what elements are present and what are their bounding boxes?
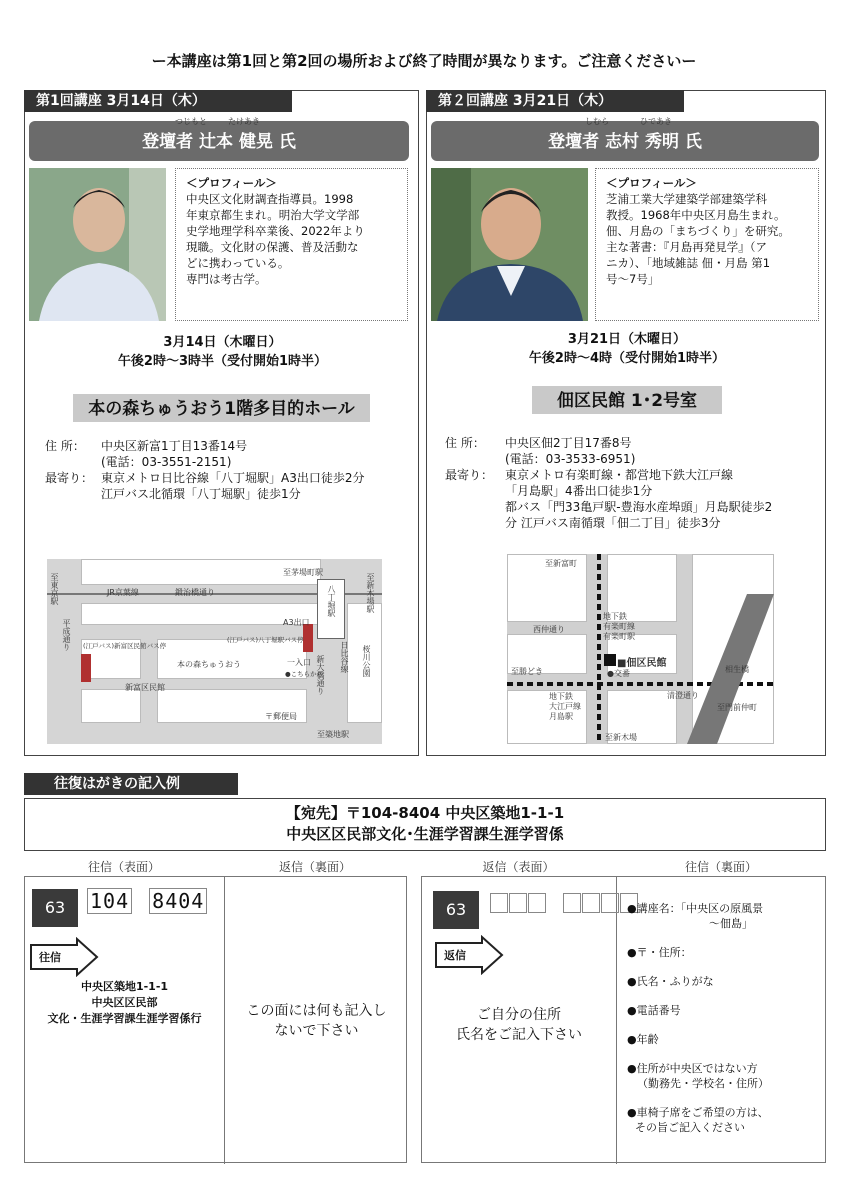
reply-arrow xyxy=(434,935,504,979)
postcard-outgoing xyxy=(24,876,407,1163)
lecture1-profile-title: ＜プロフィール＞ xyxy=(186,176,277,190)
lecture1-panel xyxy=(24,90,419,756)
lecture2-profile-line: ニカ）、「地域雑誌 佃・月島 第1 xyxy=(606,256,771,270)
checklist-item-line: ●住所が中央区ではない方 xyxy=(627,1062,758,1075)
label-reply-front: 返信（表面） xyxy=(482,860,555,874)
lecture1-map xyxy=(47,559,382,744)
lecture1-profile xyxy=(175,168,408,321)
checklist-item: ●〒・住所： xyxy=(627,946,692,959)
lecture2-map-venue-marker xyxy=(604,654,616,666)
reply-back-note-line: ないで下さい xyxy=(274,1023,359,1039)
map-label: 至門前仲町 xyxy=(717,703,757,712)
postcard-reply xyxy=(421,876,826,1163)
checklist-item-line: ●講座名：「中央区の原風景 xyxy=(627,902,764,915)
reply-arrow-label: 返信 xyxy=(444,949,466,962)
map-label: 一入口 xyxy=(287,658,311,667)
lecture1-ruby-family: つじもと xyxy=(175,117,207,126)
map-label: (江戸バス)八丁堀駅バス停 xyxy=(227,636,304,644)
lecture1-phone: (電話：03-3551-2151) xyxy=(101,455,232,469)
outgoing-address-line: 文化・生涯学習課生涯学習係行 xyxy=(47,1012,202,1025)
checklist-item xyxy=(627,901,823,931)
lecture2-access-label: 最寄り： xyxy=(445,468,494,482)
map-label: 鍛治橋通り xyxy=(175,588,215,597)
checklist-item: ●年齢 xyxy=(627,1033,659,1046)
lecture1-address-block xyxy=(45,438,415,502)
lecture2-phone: (電話：03-3533-6951) xyxy=(505,452,636,466)
lecture1-tag: 第1回講座 3月14日（木） xyxy=(24,90,292,112)
map-label: 至新木場駅 xyxy=(366,573,375,613)
map-label-line: 地下鉄 大江戸線 月島駅 xyxy=(549,692,581,721)
map-label: 平成通り xyxy=(62,619,71,651)
lecture2-ruby-family: しむら xyxy=(585,117,609,126)
lecture2-address-label: 住 所： xyxy=(445,436,485,450)
lecture2-profile-line: 佃、月島の「まちづくり」を研究。 xyxy=(606,224,790,238)
map-label: ●交番 xyxy=(607,669,630,678)
lecture2-tag: 第２回講座 3月21日（木） xyxy=(426,90,684,112)
lecture2-profile-line: 号～7号」 xyxy=(606,272,660,286)
map-label: 新富区民館 xyxy=(125,683,165,692)
lecture2-profile xyxy=(595,168,819,321)
map-label: 清澄通り xyxy=(667,691,699,700)
lecture1-access-line: 江戸バス北循環「八丁堀駅」徒歩1分 xyxy=(101,487,301,501)
map-label: 至茅場町駅 xyxy=(283,568,323,577)
checklist-item-line: その旨ご記入ください xyxy=(635,1121,745,1134)
outgoing-address-line: 中央区築地1-1-1 xyxy=(80,980,169,993)
example-tag: 往復はがきの記入例 xyxy=(24,773,238,795)
destination-line: 【宛先】〒104-8404 中央区築地1-1-1 xyxy=(285,804,565,822)
checklist-item-line: ●車椅子席をご希望の方は、 xyxy=(627,1106,769,1119)
lecture1-speaker-photo xyxy=(29,168,166,321)
checklist-item: ●電話番号 xyxy=(627,1004,681,1017)
reply-back-note xyxy=(225,1001,408,1041)
lecture2-access-line: 「月島駅」4番出口徒歩1分 xyxy=(505,484,653,498)
label-out-front: 往信（表面） xyxy=(87,860,160,874)
lecture2-access-line: 都バス「門33亀戸駅-豊海水産埠頭」月島駅徒歩2 xyxy=(505,500,773,514)
outgoing-arrow xyxy=(29,937,99,981)
map-label: 西仲通り xyxy=(533,625,565,634)
lecture1-speaker xyxy=(29,121,409,161)
lecture1-profile-line: 中央区文化財調査指導員。1998 xyxy=(186,192,354,206)
lecture1-map-bus-marker xyxy=(303,624,313,652)
lecture1-profile-line: どに携わっている。 xyxy=(186,256,290,270)
outgoing-arrow-label: 往信 xyxy=(39,951,61,964)
lecture1-address: 中央区新富1丁目13番14号 xyxy=(101,439,248,453)
lecture1-address-label: 住 所： xyxy=(45,439,85,453)
lecture2-speaker xyxy=(431,121,819,161)
map-label: 至築地駅 xyxy=(317,730,349,739)
lecture1-access-line: 東京メトロ日比谷線「八丁堀駅」A3出口徒歩2分 xyxy=(101,471,365,485)
lecture2-profile-title: ＜プロフィール＞ xyxy=(606,176,697,190)
checklist-item-line: ～佃島」 xyxy=(709,917,753,930)
lecture1-ruby-given: たけあき xyxy=(228,117,260,126)
destination-box xyxy=(24,798,826,851)
map-label: 〒郵便局 xyxy=(265,712,297,721)
reply-back-note-line: この面には何も記入し xyxy=(246,1003,387,1019)
lecture1-profile-line: 年東京都生まれ。明治大学文学部 xyxy=(186,208,360,222)
map-label: A3出口 xyxy=(283,618,310,627)
map-label: 至新木場 xyxy=(605,733,637,742)
lecture2-access-line: 分 江戸バス南循環「佃二丁目」徒歩3分 xyxy=(505,516,721,530)
lecture2-speaker-photo xyxy=(431,168,588,321)
lecture2-address-block xyxy=(445,435,823,531)
lecture1-time: 午後2時～3時半（受付開始1時半） xyxy=(117,354,328,369)
lecture2-address: 中央区佃2丁目17番8号 xyxy=(505,436,632,450)
map-label: JR京葉線 xyxy=(107,588,139,597)
lecture2-profile-line: 教授。1968年中央区月島生まれ。 xyxy=(606,208,786,222)
checklist-item: ●氏名・ふりがな xyxy=(627,975,714,988)
reply-front-note-line: 氏名をご記入下さい xyxy=(456,1027,582,1043)
map-label: 本の森ちゅうおう xyxy=(177,660,241,669)
lecture1-speaker-name: 登壇者 辻本 健晃 氏 xyxy=(142,132,296,152)
outgoing-address-line: 中央区区民部 xyxy=(91,996,158,1009)
map-label: 至勝どき xyxy=(511,667,543,676)
lecture2-profile-line: 芝浦工業大学建築学部建築学科 xyxy=(606,192,767,206)
lecture2-time: 午後2時～4時（受付開始1時半） xyxy=(528,351,726,366)
lecture1-map-bus-marker xyxy=(81,654,91,682)
stamp-value: 63 xyxy=(32,889,78,927)
map-label: 八丁堀駅 xyxy=(327,585,336,617)
zip-code xyxy=(87,889,207,913)
zip-second: 8404 xyxy=(149,888,207,914)
map-label: (江戸バス)新富区民館バス停 xyxy=(83,642,167,650)
map-label: ■佃区民館 xyxy=(617,658,667,669)
lecture1-profile-line: 専門は考古学。 xyxy=(186,272,267,286)
map-label: 新大橋通り xyxy=(316,655,325,695)
map-label: ●こちらから xyxy=(285,670,324,678)
zip-first: 104 xyxy=(87,888,132,914)
lecture1-date: 3月14日（木曜日） xyxy=(163,335,282,350)
reply-front-note-line: ご自分の住所 xyxy=(477,1007,561,1023)
reply-front-note xyxy=(422,1005,616,1045)
map-label xyxy=(603,612,635,642)
map-label xyxy=(549,692,581,722)
lecture2-ruby-given: ひであき xyxy=(640,117,672,126)
lecture2-map xyxy=(507,554,774,744)
map-label: 日比谷線 xyxy=(340,641,349,673)
lecture1-access-label: 最寄り： xyxy=(45,471,94,485)
map-label: 相生橋 xyxy=(725,665,749,674)
map-label: 至新富町 xyxy=(545,559,577,568)
lecture1-profile-line: 現職。文化財の保護、普及活動な xyxy=(186,240,359,254)
checklist-item xyxy=(627,1105,823,1135)
lecture2-profile-line: 主な著書：『月島再発見学』（ア xyxy=(606,240,767,254)
checklist-item xyxy=(627,1061,823,1091)
destination-line: 中央区区民部文化･生涯学習課生涯学習係 xyxy=(286,825,564,843)
lecture2-panel xyxy=(426,90,826,756)
lecture2-date: 3月21日（木曜日） xyxy=(567,332,687,347)
map-label: 桜川公園 xyxy=(362,645,371,677)
label-out-back: 往信（裏面） xyxy=(684,860,757,874)
map-label-line: 地下鉄 有楽町線 有楽町駅 xyxy=(603,612,635,641)
reply-stamp-value: 63 xyxy=(433,891,479,929)
outgoing-address xyxy=(25,979,224,1027)
notice-text: ー本講座は第1回と第2回の場所および終了時間が異なります。ご注意くださいー xyxy=(151,52,697,70)
lecture2-venue: 佃区民館 1･2号室 xyxy=(532,386,722,414)
lecture2-speaker-name: 登壇者 志村 秀明 氏 xyxy=(548,132,702,152)
map-label: 至東京駅 xyxy=(50,573,59,605)
lecture1-profile-line: 史学地理学科卒業後、2022年より xyxy=(186,224,365,238)
checklist-item-line: （勤務先・学校名・住所） xyxy=(637,1077,769,1090)
outgoing-back-checklist xyxy=(627,901,823,1149)
reply-zip-boxes xyxy=(490,893,639,917)
lecture2-access-line: 東京メトロ有楽町線・都営地下鉄大江戸線 xyxy=(505,468,734,482)
lecture1-venue: 本の森ちゅうおう1階多目的ホール xyxy=(73,394,370,422)
label-reply-back: 返信（裏面） xyxy=(278,860,351,874)
